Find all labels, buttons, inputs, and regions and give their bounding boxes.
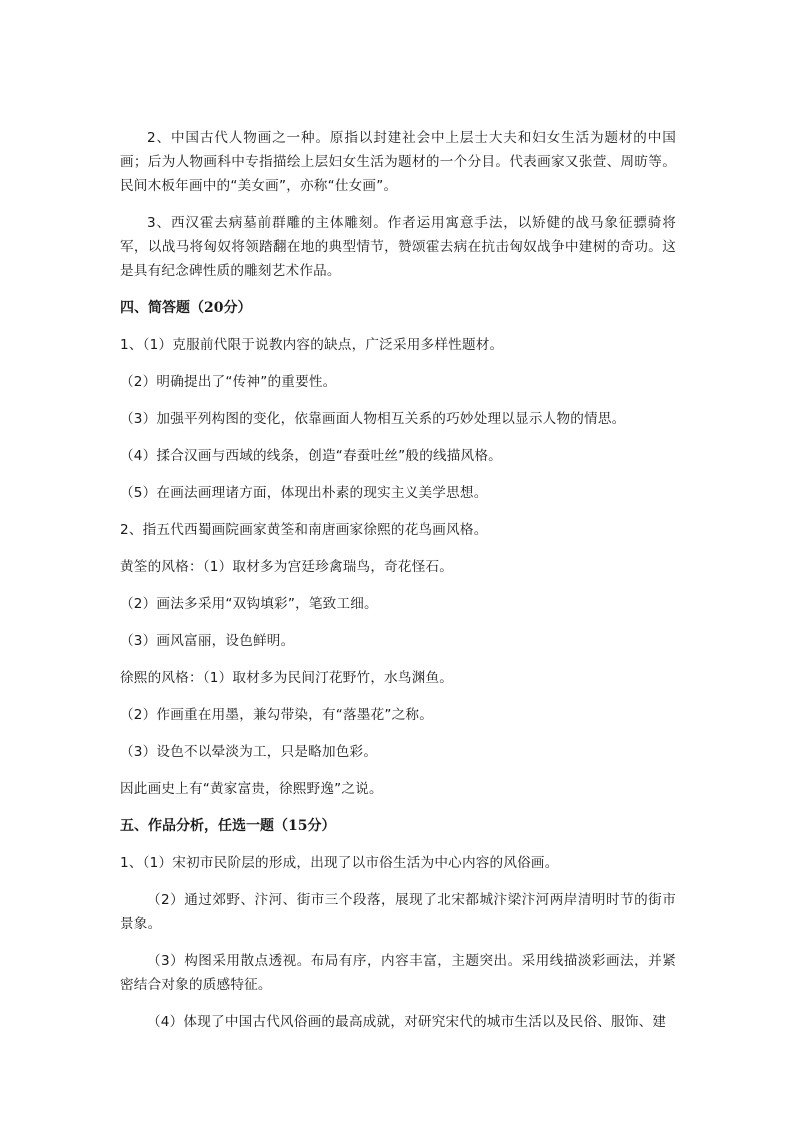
- list-item: 因此画史上有“黄家富贵，徐熙野逸”之说。: [120, 781, 383, 797]
- document-page: [120, 126, 676, 1047]
- list-item: 1、（1）克服前代限于说教内容的缺点，广泛采用多样性题材。: [120, 337, 504, 353]
- list-item: （3）构图采用散点透视。布局有序，内容丰富，主题突出。采用线描淡彩画法，并紧密结合对象的质感特征。: [120, 953, 676, 993]
- list-item: 徐熙的风格：（1）取材多为民间汀花野竹，水鸟渊鱼。: [120, 670, 454, 686]
- list-item: 2、指五代西蜀画院画家黄筌和南唐画家徐熙的花鸟画风格。: [120, 522, 488, 538]
- list-item: （2）明确提出了“传神”的重要性。: [120, 374, 337, 390]
- section-heading-short-answer: 四、简答题（20分）: [120, 300, 252, 316]
- list-item: 1、（1）宋初市民阶层的形成，出现了以市俗生活为中心内容的风俗画。: [120, 855, 559, 871]
- list-item: （4）体现了中国古代风俗画的最高成就，对研究宋代的城市生活以及民俗、服饰、建: [147, 1014, 667, 1030]
- list-item: （3）画风富丽，设色鲜明。: [120, 633, 295, 649]
- list-item: （2）作画重在用墨，兼勾带染，有“落墨花”之称。: [120, 707, 434, 723]
- list-item: （2）通过郊野、汴河、街市三个段落，展现了北宋都城汴梁汴河两岸清明时节的街市景象。: [120, 892, 676, 932]
- section-heading-work-analysis: 五、作品分析，任选一题（15分）: [120, 818, 336, 834]
- paragraph-answer-3: 3、西汉霍去病墓前群雕的主体雕刻。作者运用寓意手法，以矫健的战马象征骠骑将军，以战马将匈奴将领踏翻在地的典型情节，赞颂霍去病在抗击匈奴战争中建树的奇功。这是具有纪念碑性质的雕刻艺术作品。: [120, 215, 676, 279]
- list-item: （3）设色不以晕淡为工，只是略加色彩。: [120, 744, 378, 760]
- list-item: （5）在画法画理诸方面，体现出朴素的现实主义美学思想。: [120, 485, 488, 501]
- list-item: 黄筌的风格：（1）取材多为宫廷珍禽瑞鸟，奇花怪石。: [120, 559, 454, 575]
- list-item: （2）画法多采用“双钩填彩”，笔致工细。: [120, 596, 378, 612]
- paragraph-answer-2: 2、中国古代人物画之一种。原指以封建社会中上层士大夫和妇女生活为题材的中国画；后为人物画科中专指描绘上层妇女生活为题材的一个分目。代表画家又张萱、周昉等。民间木板年画中的“美女画”，亦称“仕女画”。: [120, 130, 676, 194]
- list-item: （3）加强平列构图的变化，依靠画面人物相互关系的巧妙处理以显示人物的情思。: [120, 411, 626, 427]
- list-item: （4）揉合汉画与西域的线条，创造“春蚕吐丝”般的线描风格。: [120, 448, 502, 464]
